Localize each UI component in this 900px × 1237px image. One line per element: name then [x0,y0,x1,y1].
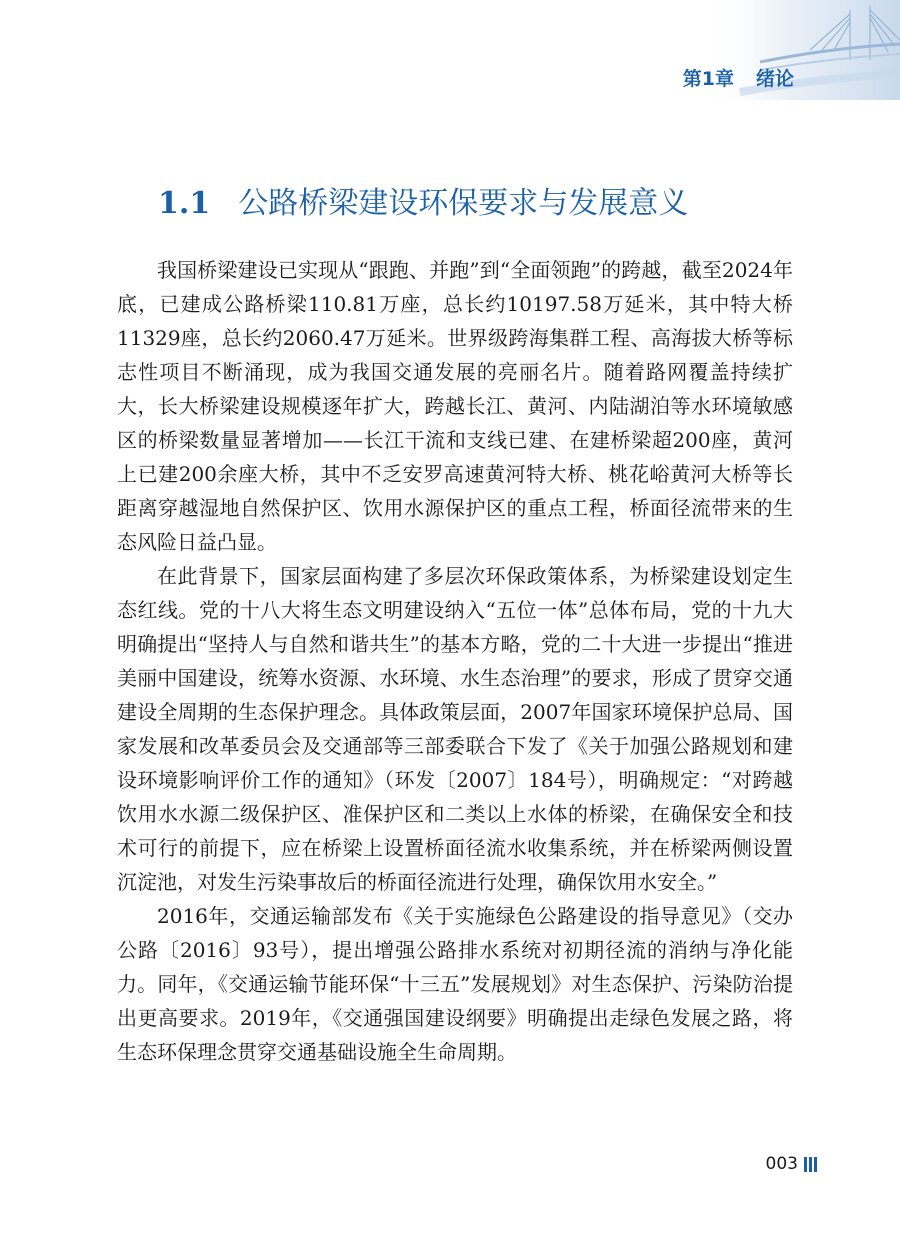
section-number: 1.1 [158,186,211,221]
page-bars-icon [804,1157,817,1172]
paragraph: 2016年，交通运输部发布《关于实施绿色公路建设的指导意见》（交办公路〔2016〕93号），提出增强公路排水系统对初期径流的消纳与净化能力。同年，《交通运输节能环保“十三五”发展规划》对生态保护、污染防治提出更高要求。2019年，《交通强国建设纲要》明确提出走绿色发展之路，将生态环保理念贯穿交通基础设施全生命周期。 [117,904,793,1064]
chapter-title: 绪论 [755,68,794,90]
paragraph: 在此背景下，国家层面构建了多层次环保政策体系，为桥梁建设划定生态红线。党的十八大将生态文明建设纳入“五位一体”总体布局，党的十九大明确提出“坚持人与自然和谐共生”的基本方略，党的二十大进一步提出“推进美丽中国建设，统筹水资源、水环境、水生态治理”的要求，形成了贯穿交通建设全周期的生态保护理念。具体政策层面，2007年国家环境保护总局、国家发展和改革委员会及交通部等三部委联合下发了《关于加强公路规划和建设环境影响评价工作的通知》（环发〔2007〕184号），明确规定：“对跨越饮用水水源二级保护区、准保护区和二类以上水体的桥梁，在确保安全和技术可行的前提下，应在桥梁上设置桥面径流水收集系统，并在桥梁两侧设置沉淀池，对发生污染事故后的桥面径流进行处理，确保饮用水安全。” [117,564,793,894]
page-number: 003 [765,1154,798,1174]
body-text [117,253,793,1069]
section-title: 公路桥梁建设环保要求与发展意义 [238,186,689,221]
bridge-illustration-icon [700,0,900,110]
section-heading [158,178,688,222]
paragraph: 我国桥梁建设已实现从“跟跑、并跑”到“全面领跑”的跨越，截至2024年底，已建成公路桥梁110.81万座，总长约10197.58万延米，其中特大桥11329座，总长约2060.47万延米。世界级跨海集群工程、高海拔大桥等标志性项目不断涌现，成为我国交通发展的亮丽名片。随着路网覆盖持续扩大，长大桥梁建设规模逐年扩大，跨越长江、黄河、内陆湖泊等水环境敏感区的桥梁数量显著增加——长江干流和支线已建、在建桥梁超200座，黄河上已建200余座大桥，其中不乏安罗高速黄河特大桥、桃花峪黄河大桥等长距离穿越湿地自然保护区、饮用水源保护区的重点工程，桥面径流带来的生态风险日益凸显。 [117,258,793,554]
chapter-number: 第1章 [682,68,734,90]
chapter-header [683,64,794,91]
page-footer [766,1154,817,1174]
